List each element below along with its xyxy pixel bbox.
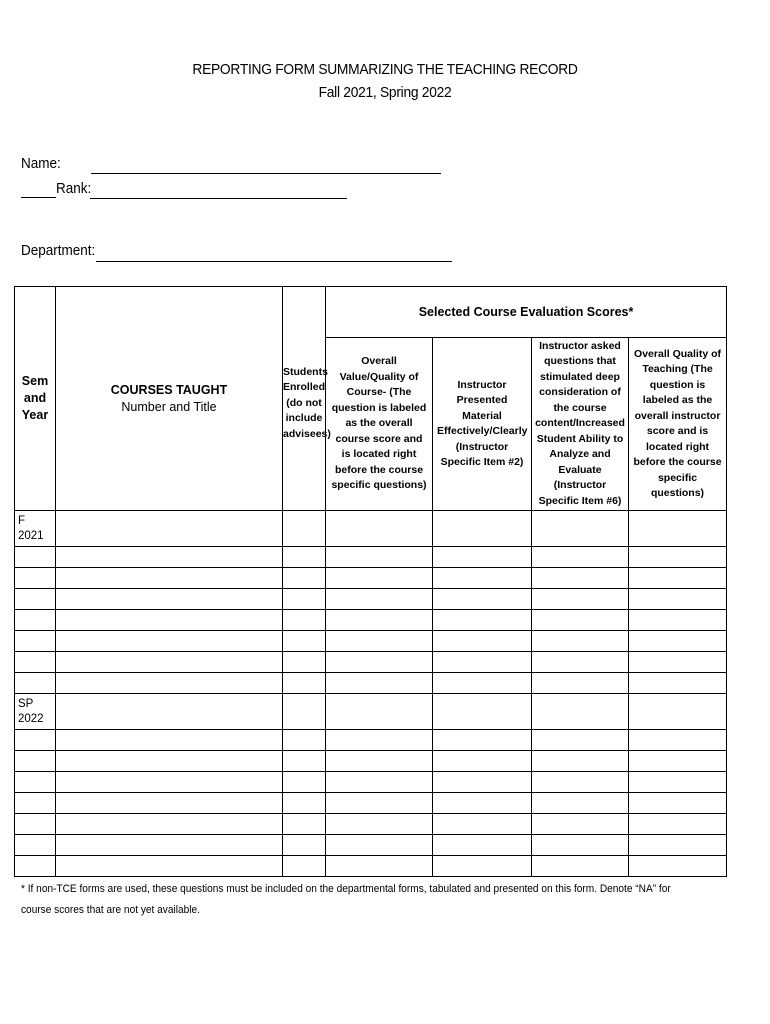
students-cell[interactable] [283, 772, 326, 793]
score-cell[interactable] [629, 772, 727, 793]
score-cell[interactable] [326, 793, 433, 814]
course-cell[interactable] [56, 547, 283, 568]
score-cell[interactable] [629, 814, 727, 835]
name-field[interactable] [91, 173, 441, 174]
sem-cell[interactable] [15, 610, 56, 631]
department-field[interactable] [96, 261, 452, 262]
score-cell[interactable] [433, 751, 532, 772]
score-cell[interactable] [326, 751, 433, 772]
score-cell[interactable] [629, 589, 727, 610]
score-cell[interactable] [433, 694, 532, 730]
questions-header: Instructor asked questions that stimulated deep consideration of the course content/Increased Student Ability to Analyze and Evaluate (Instructor Specific Item #6) [532, 338, 629, 511]
table-row [15, 568, 727, 589]
score-cell[interactable] [433, 814, 532, 835]
sem-cell[interactable] [15, 814, 56, 835]
score-cell[interactable] [629, 547, 727, 568]
score-cell[interactable] [532, 793, 629, 814]
score-cell[interactable] [326, 814, 433, 835]
score-cell[interactable] [326, 835, 433, 856]
rank-prefix-blank[interactable] [21, 197, 56, 198]
table-row [15, 751, 727, 772]
score-cell[interactable] [629, 568, 727, 589]
score-cell[interactable] [326, 631, 433, 652]
students-cell[interactable] [283, 652, 326, 673]
score-cell[interactable] [326, 610, 433, 631]
score-cell[interactable] [326, 589, 433, 610]
rank-label: Rank: [56, 180, 92, 197]
score-cell[interactable] [433, 631, 532, 652]
students-cell[interactable] [283, 511, 326, 547]
score-cell[interactable] [532, 751, 629, 772]
overall-teaching-header: Overall Quality of Teaching (The question is labeled as the overall instructor score and is located right before the course specific questions) [629, 338, 727, 511]
students-cell[interactable] [283, 589, 326, 610]
table-row [15, 547, 727, 568]
footnote: * If non-TCE forms are used, these questions must be included on the departmental forms, tabulated and presented on this form. Denote “NA” for course scores that are not yet available. [21, 883, 671, 916]
score-cell[interactable] [433, 511, 532, 547]
students-cell[interactable] [283, 631, 326, 652]
score-cell[interactable] [433, 652, 532, 673]
students-cell[interactable] [283, 547, 326, 568]
score-cell[interactable] [433, 589, 532, 610]
course-cell[interactable] [56, 589, 283, 610]
course-cell[interactable] [56, 511, 283, 547]
sem-cell[interactable] [15, 652, 56, 673]
score-cell[interactable] [326, 547, 433, 568]
score-cell[interactable] [433, 730, 532, 751]
course-cell[interactable] [56, 610, 283, 631]
score-cell[interactable] [532, 772, 629, 793]
sem-cell[interactable] [15, 568, 56, 589]
course-cell[interactable] [56, 814, 283, 835]
table-row [15, 631, 727, 652]
table-row [15, 814, 727, 835]
students-cell[interactable] [283, 793, 326, 814]
sem-cell[interactable] [15, 793, 56, 814]
score-cell[interactable] [629, 631, 727, 652]
course-cell[interactable] [56, 793, 283, 814]
score-cell[interactable] [532, 835, 629, 856]
score-cell[interactable] [532, 730, 629, 751]
score-cell[interactable] [532, 589, 629, 610]
score-cell[interactable] [326, 652, 433, 673]
students-cell[interactable] [283, 856, 326, 877]
score-cell[interactable] [629, 835, 727, 856]
score-cell[interactable] [629, 652, 727, 673]
table-row [15, 673, 727, 694]
material-header: Instructor Presented Material Effectively/Clearly (Instructor Specific Item #2) [433, 338, 532, 511]
score-cell[interactable] [629, 673, 727, 694]
score-cell[interactable] [532, 814, 629, 835]
rank-field[interactable] [90, 198, 347, 199]
courses-header-sub: Number and Title [121, 399, 217, 414]
score-cell[interactable] [433, 835, 532, 856]
score-cell[interactable] [433, 610, 532, 631]
course-cell[interactable] [56, 694, 283, 730]
sem-cell[interactable] [15, 673, 56, 694]
students-cell[interactable] [283, 568, 326, 589]
course-cell[interactable] [56, 568, 283, 589]
sem-cell[interactable] [15, 730, 56, 751]
score-cell[interactable] [326, 673, 433, 694]
students-cell[interactable] [283, 610, 326, 631]
score-cell[interactable] [629, 793, 727, 814]
courses-header [56, 287, 283, 511]
evaluation-scores-group-header: Selected Course Evaluation Scores* [326, 287, 727, 338]
students-cell[interactable] [283, 751, 326, 772]
course-cell[interactable] [56, 751, 283, 772]
department-label: Department: [21, 242, 96, 259]
table-row [15, 856, 727, 877]
score-cell[interactable] [326, 772, 433, 793]
score-cell[interactable] [532, 568, 629, 589]
sem-cell[interactable] [15, 856, 56, 877]
score-cell[interactable] [532, 673, 629, 694]
students-cell[interactable] [283, 673, 326, 694]
course-cell[interactable] [56, 772, 283, 793]
form-subtitle: Fall 2021, Spring 2022 [318, 84, 452, 101]
score-cell[interactable] [433, 772, 532, 793]
score-cell[interactable] [433, 547, 532, 568]
table-row [15, 610, 727, 631]
score-cell[interactable] [629, 610, 727, 631]
table-row [15, 835, 727, 856]
table-row [15, 589, 727, 610]
students-cell[interactable] [283, 835, 326, 856]
overall-course-header: Overall Value/Quality of Course- (The question is labeled as the overall course score and is located right before the course specific questions) [326, 338, 433, 511]
students-cell[interactable] [283, 814, 326, 835]
score-cell[interactable] [326, 856, 433, 877]
score-cell[interactable] [326, 694, 433, 730]
score-cell[interactable] [433, 856, 532, 877]
course-cell[interactable] [56, 631, 283, 652]
table-row [15, 652, 727, 673]
score-cell[interactable] [532, 511, 629, 547]
table-row [15, 772, 727, 793]
score-cell[interactable] [629, 730, 727, 751]
score-cell[interactable] [532, 652, 629, 673]
sem-cell[interactable] [15, 589, 56, 610]
sem-spring-label: SP 2022 [15, 694, 56, 730]
sem-fall-label: F 2021 [15, 511, 56, 547]
sem-cell[interactable] [15, 751, 56, 772]
score-cell[interactable] [433, 793, 532, 814]
score-cell[interactable] [532, 610, 629, 631]
score-cell[interactable] [326, 568, 433, 589]
table-row [15, 730, 727, 751]
score-cell[interactable] [629, 511, 727, 547]
name-label: Name: [21, 155, 61, 172]
score-cell[interactable] [433, 673, 532, 694]
teaching-record-table [14, 286, 727, 877]
score-cell[interactable] [629, 694, 727, 730]
table-row [15, 511, 727, 547]
score-cell[interactable] [532, 856, 629, 877]
score-cell[interactable] [629, 751, 727, 772]
course-cell[interactable] [56, 673, 283, 694]
course-cell[interactable] [56, 652, 283, 673]
course-cell[interactable] [56, 856, 283, 877]
score-cell[interactable] [629, 856, 727, 877]
course-cell[interactable] [56, 730, 283, 751]
sem-cell[interactable] [15, 835, 56, 856]
score-cell[interactable] [433, 568, 532, 589]
score-cell[interactable] [532, 694, 629, 730]
score-cell[interactable] [532, 631, 629, 652]
students-header: Students Enrolled (do not include advisees) [283, 287, 326, 511]
students-cell[interactable] [283, 694, 326, 730]
header-row-1 [15, 287, 727, 338]
sem-cell[interactable] [15, 772, 56, 793]
score-cell[interactable] [326, 730, 433, 751]
score-cell[interactable] [326, 511, 433, 547]
form-title: REPORTING FORM SUMMARIZING THE TEACHING RECORD [192, 61, 578, 78]
table-row [15, 694, 727, 730]
sem-cell[interactable] [15, 631, 56, 652]
table-row [15, 793, 727, 814]
sem-cell[interactable] [15, 547, 56, 568]
sem-year-header: Sem and Year [15, 287, 56, 511]
courses-header-title: COURSES TAUGHT [110, 382, 228, 397]
score-cell[interactable] [532, 547, 629, 568]
course-cell[interactable] [56, 835, 283, 856]
students-cell[interactable] [283, 730, 326, 751]
